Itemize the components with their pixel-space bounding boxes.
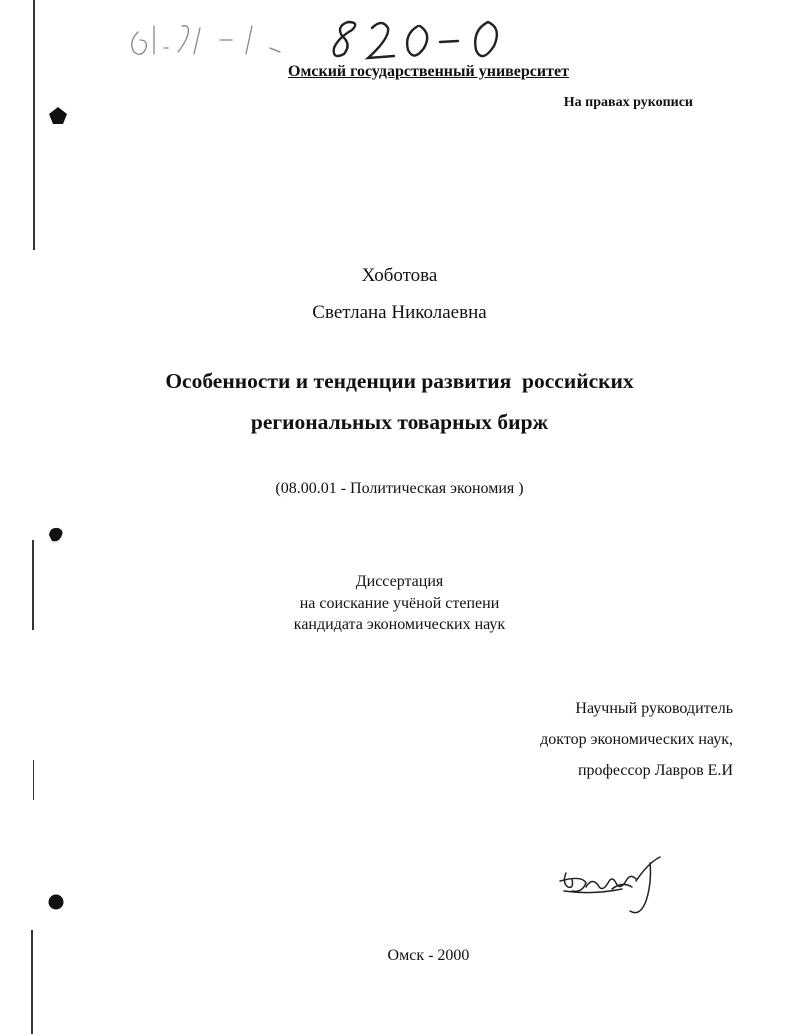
author-given-names: Светлана Николаевна [312, 302, 487, 323]
supervisor-role: Научный руководитель [575, 700, 733, 717]
left-margin-line [33, 0, 35, 250]
supervisor-block [540, 693, 733, 786]
punch-hole-icon [47, 893, 65, 911]
manuscript-rights-label: На правах рукописи [563, 95, 693, 110]
supervisor-degree: доктор экономических наук, [540, 731, 733, 748]
author-signature [552, 853, 672, 925]
degree-line-1: на соискание учёной степени [299, 595, 500, 612]
place-and-year: Омск - 2000 [387, 947, 470, 964]
left-margin-line [33, 760, 34, 800]
author-surname: Хоботова [361, 265, 438, 286]
specialty-code: (08.00.01 - Политическая экономия ) [275, 480, 524, 497]
left-margin-line [31, 930, 33, 1034]
supervisor-name: профессор Лавров Е.И [577, 762, 733, 779]
thesis-type: Диссертация [355, 573, 444, 590]
university-name: Омский государственный университет [288, 63, 569, 80]
thesis-title-line-1: Особенности и тенденции развития российских [165, 369, 634, 393]
punch-hole-icon [48, 106, 68, 126]
thesis-title-line-2: региональных товарных бирж [250, 410, 549, 434]
handwritten-archive-number [120, 8, 560, 70]
punch-hole-icon [46, 525, 66, 545]
degree-line-2: кандидата экономических наук [293, 616, 506, 633]
